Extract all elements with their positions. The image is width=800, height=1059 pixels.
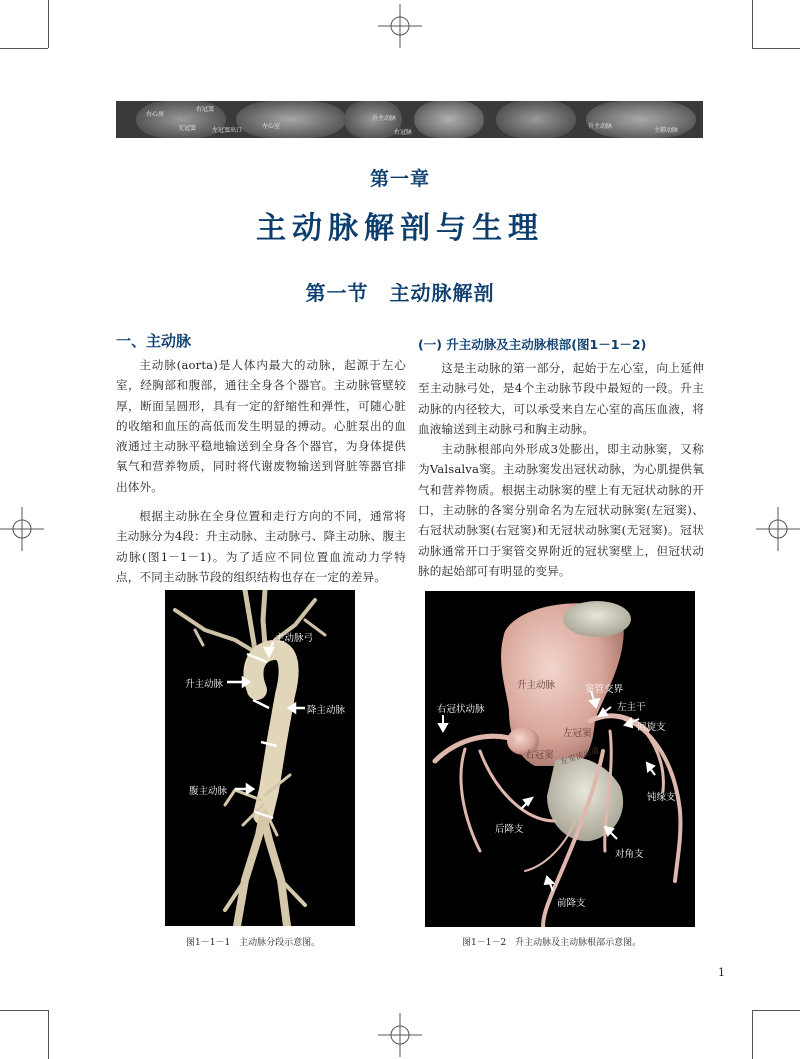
registration-mark — [378, 4, 422, 48]
figure-label: 左室流出道 — [559, 745, 601, 767]
paragraph: 这是主动脉的第一部分，起始于左心室，向上延伸至主动脉弓处，是4个主动脉节段中最短的一段。升主动脉的内径较大，可以承受来自左心室的高压血液，将血液输送到主动脉弓和胸主动脉。 — [418, 361, 704, 436]
registration-mark — [756, 507, 800, 551]
paragraph: 根据主动脉在全身位置和走行方向的不同，通常将主动脉分为4段：升主动脉、主动脉弓、降主动脉、腹主动脉(图1－1－1)。为了适应不同位置血流动力学特点，不同主动脉节段的组织结构也存在一定的差异。 — [116, 509, 406, 584]
paragraph: 主动脉(aorta)是人体内最大的动脉，起源于左心室，经胸部和腹部，通往全身各个器官。主动脉管壁较厚，断面呈圆形，具有一定的舒缩性和弹性，可随心脏的收缩和血压的高低而发生明显的搏动。心脏泵出的血液通过主动脉平稳地输送到全身各个器官，为身体提供氧气和营养物质，同时将代谢废物输送到肾脏等器官排出体外。 — [116, 358, 406, 494]
banner-label: 左心室 — [262, 123, 281, 130]
figure-label: 窦管交界 — [585, 684, 624, 695]
figure-label: 左冠窦 — [563, 728, 592, 739]
figure-label: 钝缘支 — [647, 792, 676, 803]
banner-label: 升主动脉 — [372, 115, 397, 122]
paragraph: 主动脉根部向外形成3处膨出，即主动脉窦，又称为Valsalva窦。主动脉窦发出冠状动脉，为心肌提供氧气和营养物质。根据主动脉窦的壁上有无冠状动脉的开口，主动脉的各窦分别命名为左冠状动脉窦(左冠窦)、右冠状动脉窦(右冠窦)和无冠状动脉窦(无冠窦)。冠状动脉通常开口于窦管交界附近的冠状窦壁上，但冠状动脉的起始部可有明显的变异。 — [418, 442, 704, 578]
banner-label: 升主动脉 — [588, 123, 613, 130]
banner-label: 无冠窦 — [178, 125, 197, 132]
figure-caption: 图1－1－1 主动脉分段示意图。 — [186, 938, 321, 948]
crop-mark — [752, 48, 800, 49]
left-heading: 一、主动脉 — [116, 332, 192, 350]
left-column — [116, 355, 406, 587]
figure-label: 主动脉弓 — [275, 633, 314, 644]
figure-aortic-root — [425, 591, 695, 927]
crop-mark — [752, 1010, 800, 1011]
registration-mark — [0, 507, 44, 551]
aorta-illustration — [165, 590, 355, 926]
crop-mark — [0, 1010, 48, 1011]
figure-label: 降主动脉 — [307, 705, 346, 716]
figure-label: 后降支 — [495, 824, 524, 835]
banner-label: 右冠脉 — [394, 129, 413, 136]
figure-label: 升主动脉 — [185, 679, 224, 690]
figure-aorta-segments — [165, 590, 355, 926]
figure-label: 回旋支 — [637, 722, 666, 733]
crop-mark — [48, 0, 49, 48]
chapter-label: 第一章 — [369, 168, 430, 190]
header-ct-banner — [116, 101, 703, 138]
crop-mark — [752, 0, 753, 48]
figure-label: 右冠状动脉 — [437, 704, 485, 715]
crop-mark — [48, 1010, 49, 1059]
banner-label: 右冠窦 — [196, 106, 215, 113]
chapter-title: 主动脉解剖与生理 — [256, 211, 544, 246]
right-column — [418, 358, 704, 581]
figure-label: 升主动脉 — [517, 680, 556, 691]
page-number: 1 — [718, 966, 725, 979]
figure-caption: 图1－1－2 升主动脉及主动脉根部示意图。 — [462, 938, 642, 948]
right-heading: (一) 升主动脉及主动脉根部(图1－1－2) — [418, 337, 647, 352]
crop-mark — [752, 1010, 753, 1059]
figure-label: 右冠窦 — [525, 750, 554, 761]
figure-label: 对角支 — [615, 849, 644, 860]
banner-label: 右心房 — [146, 111, 165, 118]
figure-label: 前降支 — [557, 898, 586, 909]
section-title: 第一节 主动脉解剖 — [305, 281, 495, 305]
banner-label: 左冠窦出口 — [212, 127, 243, 134]
banner-label: 主肺动脉 — [654, 127, 679, 134]
figure-label: 左主干 — [617, 702, 646, 713]
crop-mark — [0, 48, 48, 49]
figure-label: 腹主动脉 — [189, 786, 228, 797]
registration-mark — [378, 1013, 422, 1057]
